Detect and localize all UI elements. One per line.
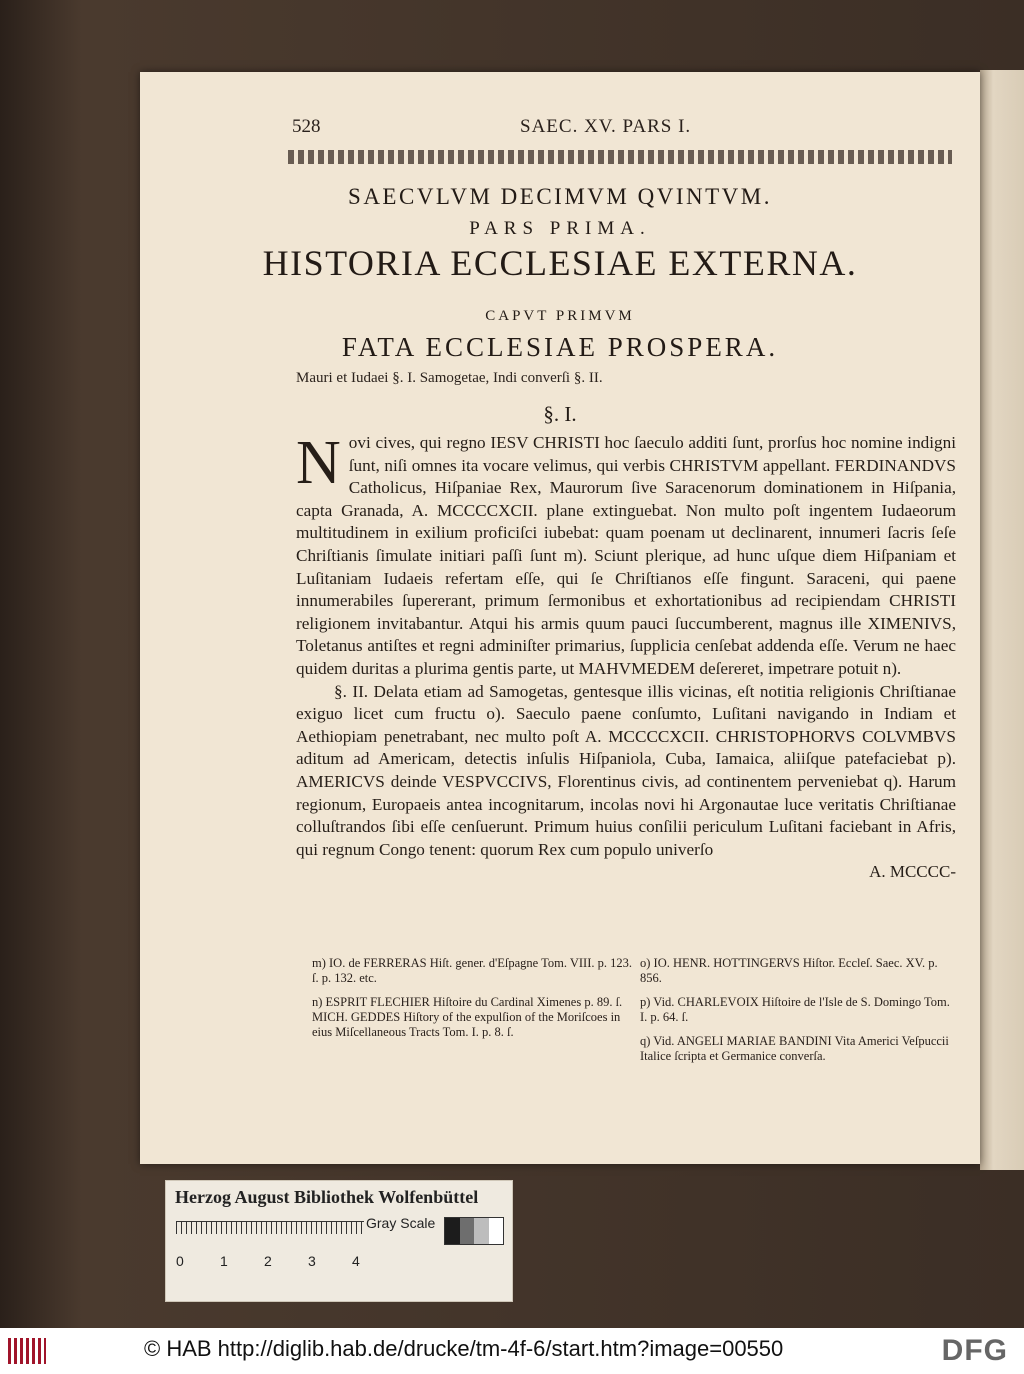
page-header xyxy=(292,116,952,146)
main-title: HISTORIA ECCLESIAE EXTERNA. xyxy=(262,243,858,283)
hab-logo-icon xyxy=(8,1338,46,1364)
gray-scale-label: Gray Scale xyxy=(366,1215,436,1231)
facing-page-edge xyxy=(980,70,1024,1170)
footnotes-right-column xyxy=(640,956,960,1073)
footnote-q: q) Vid. ANGELI MARIAE BANDINI Vita Americi Veſpuccii Italice ſcripta et Germanice converſa. xyxy=(640,1034,949,1063)
chapter-label: CAPVT PRIMVM xyxy=(485,308,635,324)
gray-swatch xyxy=(489,1218,504,1244)
footnote-m: m) IO. de FERRERAS Hiſt. gener. d'Eſpagne Tom. VIII. p. 123. ſ. p. 132. etc. xyxy=(312,956,632,985)
chapter-title: FATA ECCLESIAE PROSPERA. xyxy=(341,332,779,362)
footnote-o: o) IO. HENR. HOTTINGERVS Hiſtor. Eccleſ. Saec. XV. p. 856. xyxy=(640,956,938,985)
section-mark: §. I. xyxy=(543,402,577,426)
paragraph-1-text: ovi cives, qui regno IESV CHRISTI hoc ſaeculo additi ſunt, prorſus hoc nomine indigni ſunt, niſi omnes ita vocare velimus, qui verbis CHRISTVM appellant. FERDINANDVS Catholicus, Hiſpaniae Rex, Maurorum ſive Saracenorum dominationem in Hiſpania, capta Granada, A. MCCCCXCII. plane extinguebat. Non multo poſt ingentem Iudaeorum multitudinem in exilium proficiſci iubebat: quam poenam ut declinarent, innumeri ſacris ſeſe Chriſtianis ſimulate initiari paſſi ſunt m). Sciunt plerique, ad hunc uſque diem Hiſpaniam et Luſitaniam Iudaeis refertam eſſe, qui ſe Chriſtianos eſſe fingunt. Saraceni, qui paene innumerabiles ſupererant, primum ſermonibus et exhortationibus ad recipiendam CHRISTI religionem invitabantur. Atqui his armis quum pauci ſuccumberent, magnus ille XIMENIVS, Toletanus antiſtes et regni adminiſter primarius, ſupplicia cenſebat addenda eſſe. Verum ne haec quidem duritas a plurima gentis parte, ut MAHVMEDEM deſereret, impetrare potuit n). xyxy=(296,433,956,678)
book-page xyxy=(140,72,980,1164)
body-text xyxy=(296,429,956,884)
title-line-1: SAECVLVM DECIMVM QVINTVM. xyxy=(348,184,772,209)
paragraph-1 xyxy=(296,429,956,681)
ruler-scale xyxy=(176,1221,364,1246)
dfg-logo: DFG xyxy=(941,1334,1008,1367)
tick-label: 3 xyxy=(308,1253,316,1269)
tick-label: 2 xyxy=(264,1253,272,1269)
title-line-2: PARS PRIMA. xyxy=(469,218,651,239)
running-head: SAEC. XV. PARS I. xyxy=(520,116,692,137)
gray-swatch xyxy=(445,1218,460,1244)
source-url[interactable]: © HAB http://diglib.hab.de/drucke/tm-4f-6/start.htm?image=00550 xyxy=(144,1336,784,1361)
page-number: 528 xyxy=(292,116,321,137)
footnote-p: p) Vid. CHARLEVOIX Hiſtoire de l'Isle de S. Domingo Tom. I. p. 64. ſ. xyxy=(640,995,950,1024)
chapter-summary: Mauri et Iudaei §. I. Samogetae, Indi converſi §. II. xyxy=(296,370,603,386)
gray-swatch xyxy=(460,1218,475,1244)
gray-swatch xyxy=(474,1218,489,1244)
color-reference-card xyxy=(165,1180,513,1302)
tick-label: 0 xyxy=(176,1253,184,1269)
tick-label: 4 xyxy=(352,1253,360,1269)
drop-cap: N xyxy=(296,429,341,497)
footer-bar xyxy=(0,1328,1024,1374)
library-name: Herzog August Bibliothek Wolfenbüttel xyxy=(175,1187,479,1207)
footnote-n: n) ESPRIT FLECHIER Hiſtoire du Cardinal Ximenes p. 89. ſ. MICH. GEDDES Hiſtory of the expulſion of the Moriſcoes in eius Miſcellaneous Tracts Tom. I. p. 8. ſ. xyxy=(312,995,623,1039)
ornamental-rule xyxy=(288,150,952,164)
gray-scale-swatches xyxy=(444,1217,504,1245)
catchword: A. MCCCC- xyxy=(869,862,956,882)
footnotes-left-column xyxy=(312,956,632,1049)
paragraph-2: §. II. Delata etiam ad Samogetas, gentesque illis vicinas, eſt notitia religionis Chriſtianae exiguo licet cum fructu o). Saeculo paene conſumto, Luſitani navigando in Indiam et Aethiopiam penetrabant, nec multo poſt A. MCCCCXCII. CHRISTOPHORVS COLVMBVS aditum ad Americam, detectis inſulis Hiſpaniola, Cuba, Iamaica, aliiſque patefaciebat p). AMERICVS deinde VESPVCCIVS, Florentinus civis, ad continentem perveniebat q). Harum regionum, Europaeis antea incognitarum, incolas novi hi Argonautae luce veritatis Chriſtianae colluſtrandos ſibi eſſe cenſuerunt. Primum huius conſilii periculum Luſitani faciebant in Afris, qui regnum Congo tenent: quorum Rex cum populo univerſo xyxy=(296,681,956,859)
tick-label: 1 xyxy=(220,1253,228,1269)
